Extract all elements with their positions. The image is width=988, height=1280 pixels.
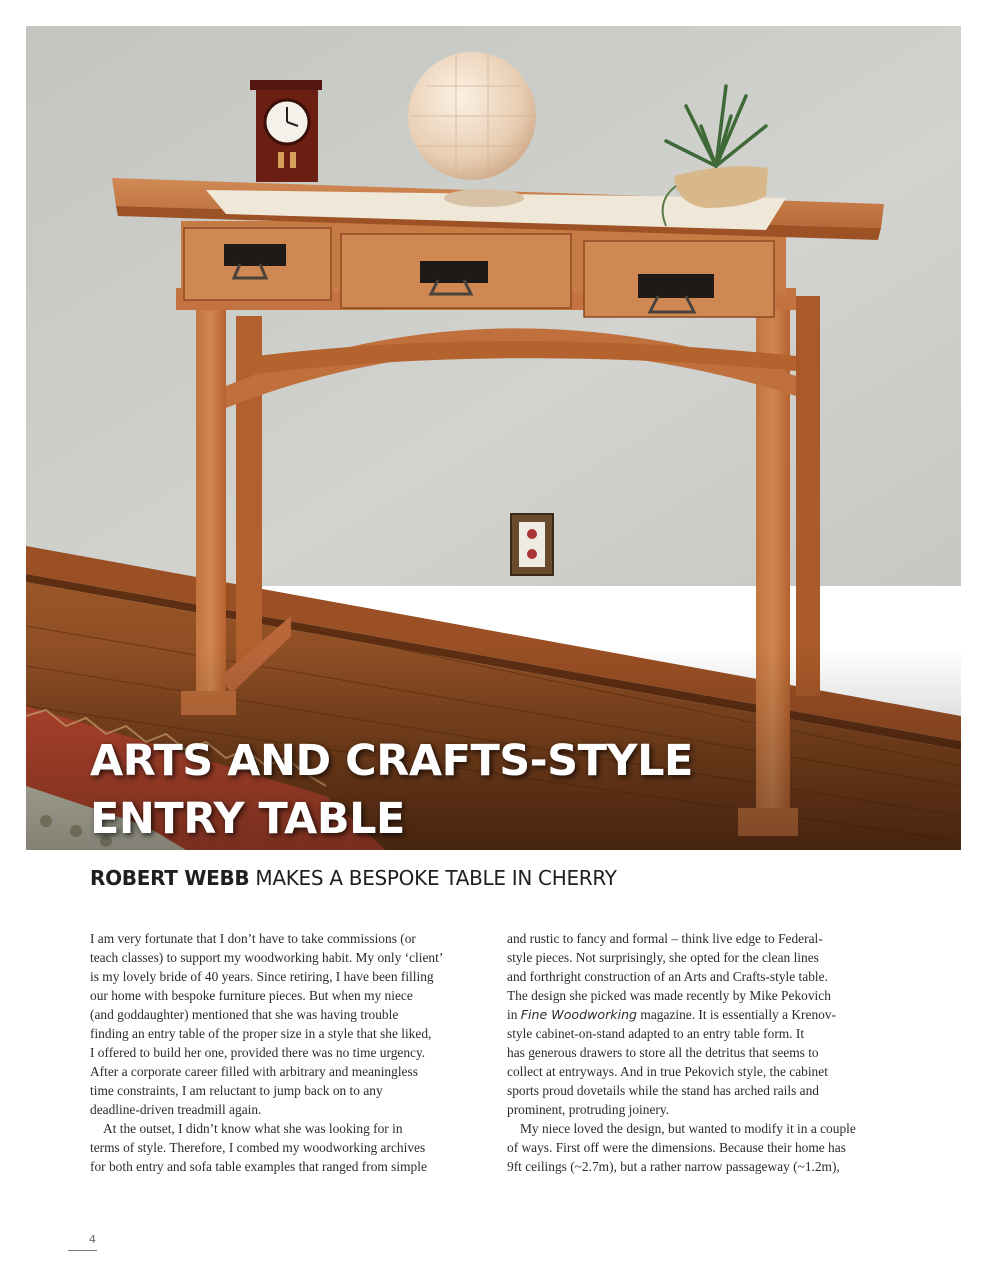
text-line: deadline-driven treadmill again. — [90, 1102, 262, 1117]
paragraph — [90, 929, 485, 1119]
text-line: (and goddaughter) mentioned that she was having trouble — [90, 1007, 399, 1022]
text-line — [507, 1005, 902, 1024]
author-name: ROBERT WEBB — [90, 866, 250, 890]
body-column-right — [507, 929, 902, 1176]
text-line: finding an entry table of the proper size in a style that she liked, — [90, 1026, 432, 1041]
text-line: for both entry and sofa table examples that ranged from simple — [90, 1159, 427, 1174]
article-title-line-1: ARTS AND CRAFTS-STYLE — [90, 736, 693, 786]
text-line: our home with bespoke furniture pieces. But when my niece — [90, 988, 413, 1003]
text-line: of ways. First off were the dimensions. Because their home has — [507, 1140, 846, 1155]
magazine-title: Fine Woodworking — [520, 1007, 638, 1022]
hero-photo — [26, 26, 961, 850]
text-line: 9ft ceilings (~2.7m), but a rather narrow passageway (~1.2m), — [507, 1159, 840, 1174]
text-line: I offered to build her one, provided there was no time urgency. — [90, 1045, 426, 1060]
text-line: teach classes) to support my woodworking habit. My only ‘client’ — [90, 950, 444, 965]
folio-rule — [68, 1250, 97, 1251]
text-line: and rustic to fancy and formal – think live edge to Federal- — [507, 931, 823, 946]
paragraph — [90, 1119, 485, 1176]
text-line: I am very fortunate that I don’t have to take commissions (or — [90, 931, 416, 946]
text-line: At the outset, I didn’t know what she was looking for in — [103, 1121, 403, 1136]
entry-table-photo — [26, 26, 961, 850]
paragraph — [507, 929, 902, 1119]
subtitle-text: MAKES A BESPOKE TABLE IN CHERRY — [249, 866, 617, 890]
text-line: After a corporate career filled with arbitrary and meaningless — [90, 1064, 418, 1079]
text-fragment: magazine. It is essentially a Krenov- — [637, 1007, 836, 1022]
text-line: The design she picked was made recently by Mike Pekovich — [507, 988, 831, 1003]
text-line: collect at entryways. And in true Pekovich style, the cabinet — [507, 1064, 828, 1079]
article-title — [90, 732, 693, 848]
text-line: terms of style. Therefore, I combed my woodworking archives — [90, 1140, 426, 1155]
article-title-line-2: ENTRY TABLE — [90, 794, 405, 844]
text-fragment: in — [507, 1007, 521, 1022]
paragraph — [507, 1119, 902, 1176]
text-line: is my lovely bride of 40 years. Since retiring, I have been filling — [90, 969, 434, 984]
body-column-left — [90, 929, 485, 1176]
text-line: My niece loved the design, but wanted to modify it in a couple — [520, 1121, 856, 1136]
text-line: style cabinet-on-stand adapted to an entry table form. It — [507, 1026, 805, 1041]
article-subtitle — [90, 866, 617, 890]
text-line: has generous drawers to store all the detritus that seems to — [507, 1045, 819, 1060]
page-number: 4 — [89, 1233, 96, 1246]
text-line: and forthright construction of an Arts and Crafts-style table. — [507, 969, 828, 984]
text-line: style pieces. Not surprisingly, she opted for the clean lines — [507, 950, 819, 965]
text-line: sports proud dovetails while the stand has arched rails and — [507, 1083, 819, 1098]
text-line: prominent, protruding joinery. — [507, 1102, 670, 1117]
text-line: time constraints, I am reluctant to jump back on to any — [90, 1083, 383, 1098]
